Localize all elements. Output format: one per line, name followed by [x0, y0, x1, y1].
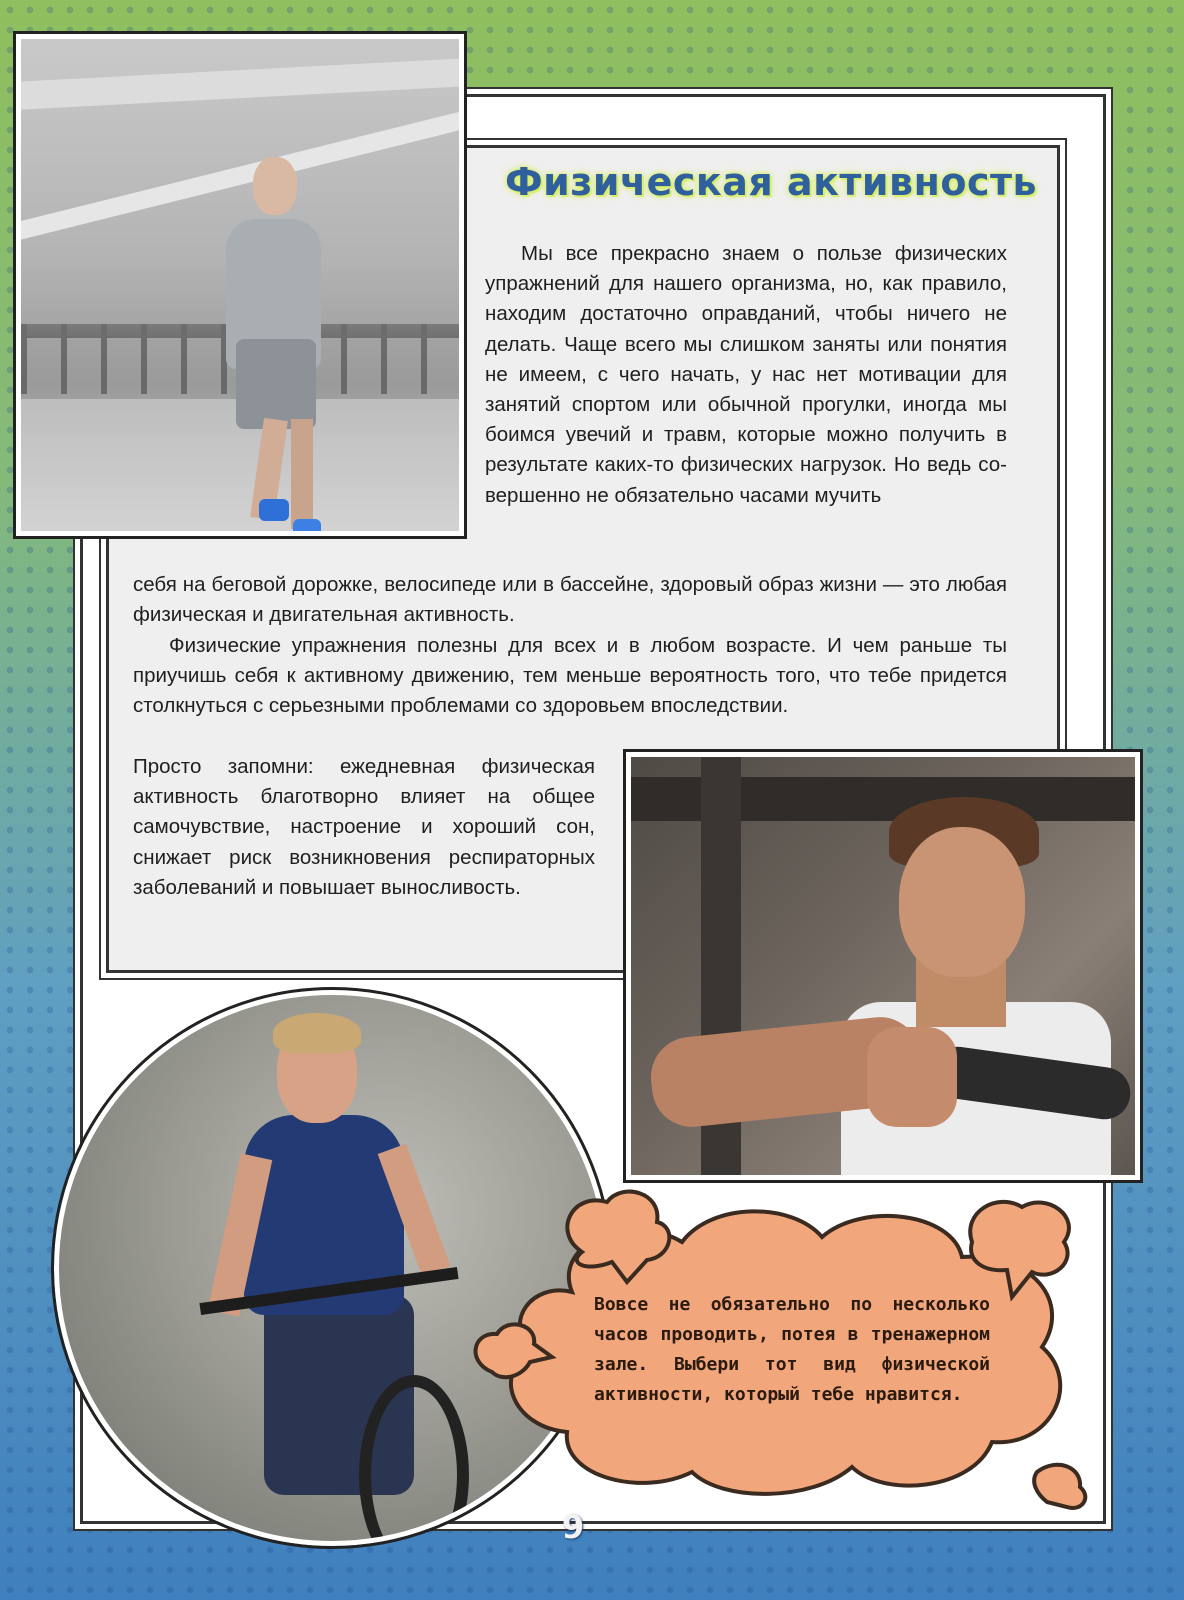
paragraph-intro-bottom: себя на беговой дорожке, велосипеде или в бассейне, здоровый образ жизни — это любая физическая и двигательная активность.: [133, 573, 1007, 627]
gym-fist: [867, 1027, 957, 1127]
bridge-beam: [17, 96, 464, 239]
runner-shoe: [293, 519, 321, 536]
runner-photo: [16, 34, 464, 536]
runner-leg: [291, 419, 313, 529]
speech-bubble-text: Вовсе не обязательно по несколько часов проводить, потея в тренажерном зале. Выбери тот вид физической активности, который тебе нравится.: [594, 1294, 990, 1405]
runner-head: [253, 157, 297, 215]
gym-face: [899, 827, 1025, 977]
cyclist-hair: [273, 1013, 361, 1053]
paragraph-second: Физические упражнения полезны для всех и в любом возрасте. И чем раньше ты приучишь себя к активному движению, тем меньше вероятность того, что тебе придется столкнуться с серьезными проблемами со здоровьем впоследствии.: [133, 634, 1007, 718]
paragraph-third: Просто запомни: ежедневная физическая активность благотворно влияет на общее самочувствие, настроение и хороший сон, снижает риск возникновения респираторных заболеваний и повышает выносливость.: [133, 755, 595, 899]
page-title: Физическая активность: [505, 160, 1038, 204]
page-number: 9: [561, 1508, 585, 1546]
bridge-beam: [16, 55, 464, 110]
paragraph-intro-top: Мы все прекрасно знаем о пользе физических упражнений для нашего организма, но, как правило, находим достаточно оправданий, чтобы ничего не делать. Чаще всего мы слишком заняты или понятия не имеем, с чего начать, у нас нет мотивации для занятий спортом или обычной прогулки, иногда мы боимся увечий и травм, которые можно получить в результате каких-то физических нагрузок. Но ведь совершенно не обязательно часами мучить: [485, 242, 1007, 507]
gym-photo: [626, 752, 1140, 1180]
runner-shoe: [259, 499, 289, 521]
runner-shorts: [236, 339, 316, 429]
